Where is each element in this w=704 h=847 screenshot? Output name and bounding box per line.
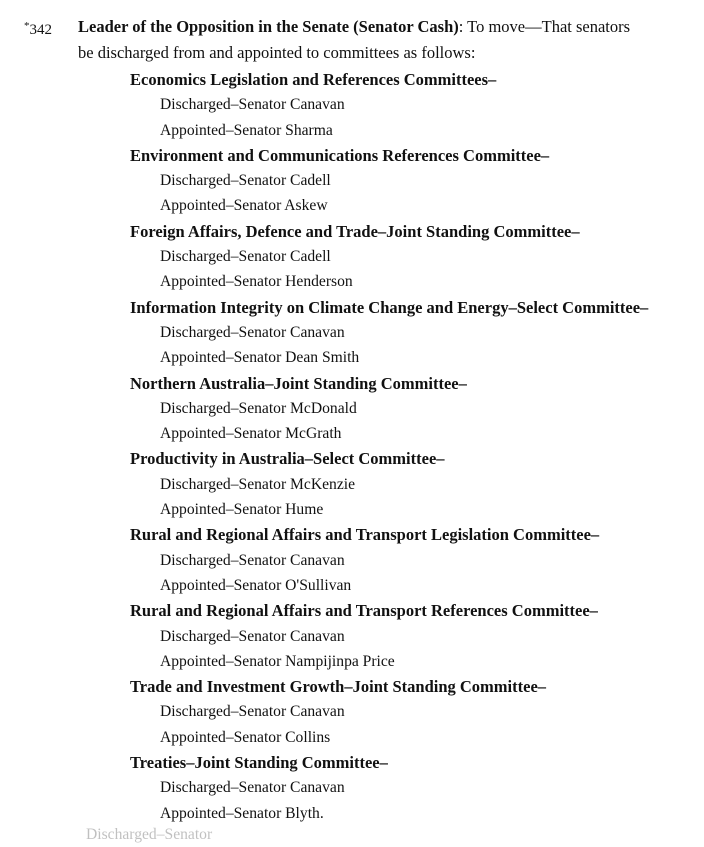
appointed-entry: Appointed–Senator Collins bbox=[160, 728, 331, 746]
committee-group bbox=[78, 143, 684, 219]
committee-group bbox=[78, 750, 684, 826]
committee-name: Economics Legislation and References Committees– bbox=[130, 70, 497, 89]
discharged-entry: Discharged–Senator McKenzie bbox=[160, 475, 355, 493]
item-number bbox=[20, 14, 78, 44]
committee-group bbox=[78, 446, 684, 522]
appointed-entry: Appointed–Senator Sharma bbox=[160, 121, 333, 139]
committee-name: Foreign Affairs, Defence and Trade–Joint Standing Committee– bbox=[130, 221, 580, 241]
clipped-bottom-line bbox=[86, 826, 606, 846]
appointed-entry: Appointed–Senator Dean Smith bbox=[160, 349, 360, 367]
appointed-entry: Appointed–Senator McGrath bbox=[160, 425, 342, 443]
item-body bbox=[78, 14, 684, 826]
discharged-entry: Discharged–Senator Canavan bbox=[160, 323, 345, 341]
mover-name: Leader of the Opposition in the Senate (Senator Cash) bbox=[78, 17, 459, 36]
discharged-entry: Discharged–Senator Canavan bbox=[160, 779, 345, 797]
notice-paper-item bbox=[20, 14, 684, 826]
committee-name: Northern Australia–Joint Standing Committee– bbox=[130, 373, 467, 393]
lead-text: : To move—That senators be discharged from and appointed to committees as follows: bbox=[78, 17, 631, 62]
committee-name: Productivity in Australia–Select Committee– bbox=[130, 449, 445, 469]
committee-group bbox=[78, 67, 684, 143]
committee-name: Rural and Regional Affairs and Transport Legislation Committee– bbox=[130, 525, 600, 545]
discharged-entry: Discharged–Senator Canavan bbox=[160, 96, 345, 114]
committee-group bbox=[78, 598, 684, 674]
asterisk-marker: * bbox=[24, 20, 30, 32]
committee-group bbox=[78, 295, 684, 371]
lead-paragraph bbox=[78, 14, 644, 65]
committee-name: Treaties–Joint Standing Committee– bbox=[130, 753, 388, 773]
committee-name: Trade and Investment Growth–Joint Standing Committee– bbox=[130, 677, 547, 697]
clipped-bottom-text: Discharged–Senator bbox=[86, 826, 213, 843]
committee-group bbox=[78, 371, 684, 447]
committee-group bbox=[78, 674, 684, 750]
discharged-entry: Discharged–Senator Cadell bbox=[160, 248, 331, 266]
appointed-entry: Appointed–Senator O'Sullivan bbox=[160, 576, 352, 594]
committee-group bbox=[78, 522, 684, 598]
committee-name: Rural and Regional Affairs and Transport References Committee– bbox=[130, 601, 598, 621]
appointed-entry: Appointed–Senator Blyth. bbox=[160, 804, 324, 822]
appointed-entry: Appointed–Senator Hume bbox=[160, 501, 324, 519]
appointed-entry: Appointed–Senator Nampijinpa Price bbox=[160, 652, 395, 670]
appointed-entry: Appointed–Senator Henderson bbox=[160, 273, 353, 291]
discharged-entry: Discharged–Senator Canavan bbox=[160, 627, 345, 645]
committee-group bbox=[78, 219, 684, 295]
discharged-entry: Discharged–Senator Canavan bbox=[160, 551, 345, 569]
discharged-entry: Discharged–Senator McDonald bbox=[160, 399, 357, 417]
appointed-entry: Appointed–Senator Askew bbox=[160, 197, 328, 215]
discharged-entry: Discharged–Senator Cadell bbox=[160, 172, 331, 190]
discharged-entry: Discharged–Senator Canavan bbox=[160, 703, 345, 721]
committee-name: Information Integrity on Climate Change and Energy–Select Committee– bbox=[130, 297, 649, 317]
committee-name: Environment and Communications References Committee– bbox=[130, 145, 550, 165]
committee-list bbox=[78, 67, 684, 826]
item-number-value: 342 bbox=[29, 22, 52, 38]
